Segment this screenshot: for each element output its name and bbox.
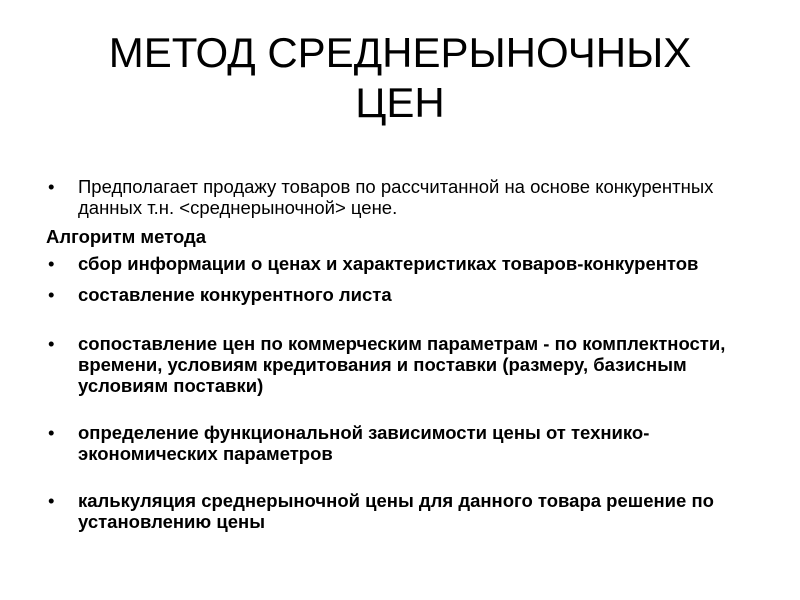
slide-title-line-2: ЦЕН [355,79,445,126]
slide-title [0,28,800,128]
step-item: • сбор информации о ценах и характеристиках товаров-конкурентов [46,253,746,274]
algorithm-heading: Алгоритм метода [46,226,207,247]
slide-content [46,176,746,532]
step-item: • калькуляция среднерыночной цены для данного товара решение по установлению цены [46,490,746,532]
step-item: • составление конкурентного листа [46,284,746,305]
intro-bullet: • Предполагает продажу товаров по рассчитанной на основе конкурентных данных т.н. <среднерыночной> цене. [46,176,746,218]
slide-title-line-1: МЕТОД СРЕДНЕРЫНОЧНЫХ [108,29,692,76]
step-item: • определение функциональной зависимости цены от технико-экономических параметров [46,422,746,464]
step-item: • сопоставление цен по коммерческим параметрам - по комплектности, времени, условиям кредитования и поставки (размеру, базисным условиям поставки) [46,333,746,396]
